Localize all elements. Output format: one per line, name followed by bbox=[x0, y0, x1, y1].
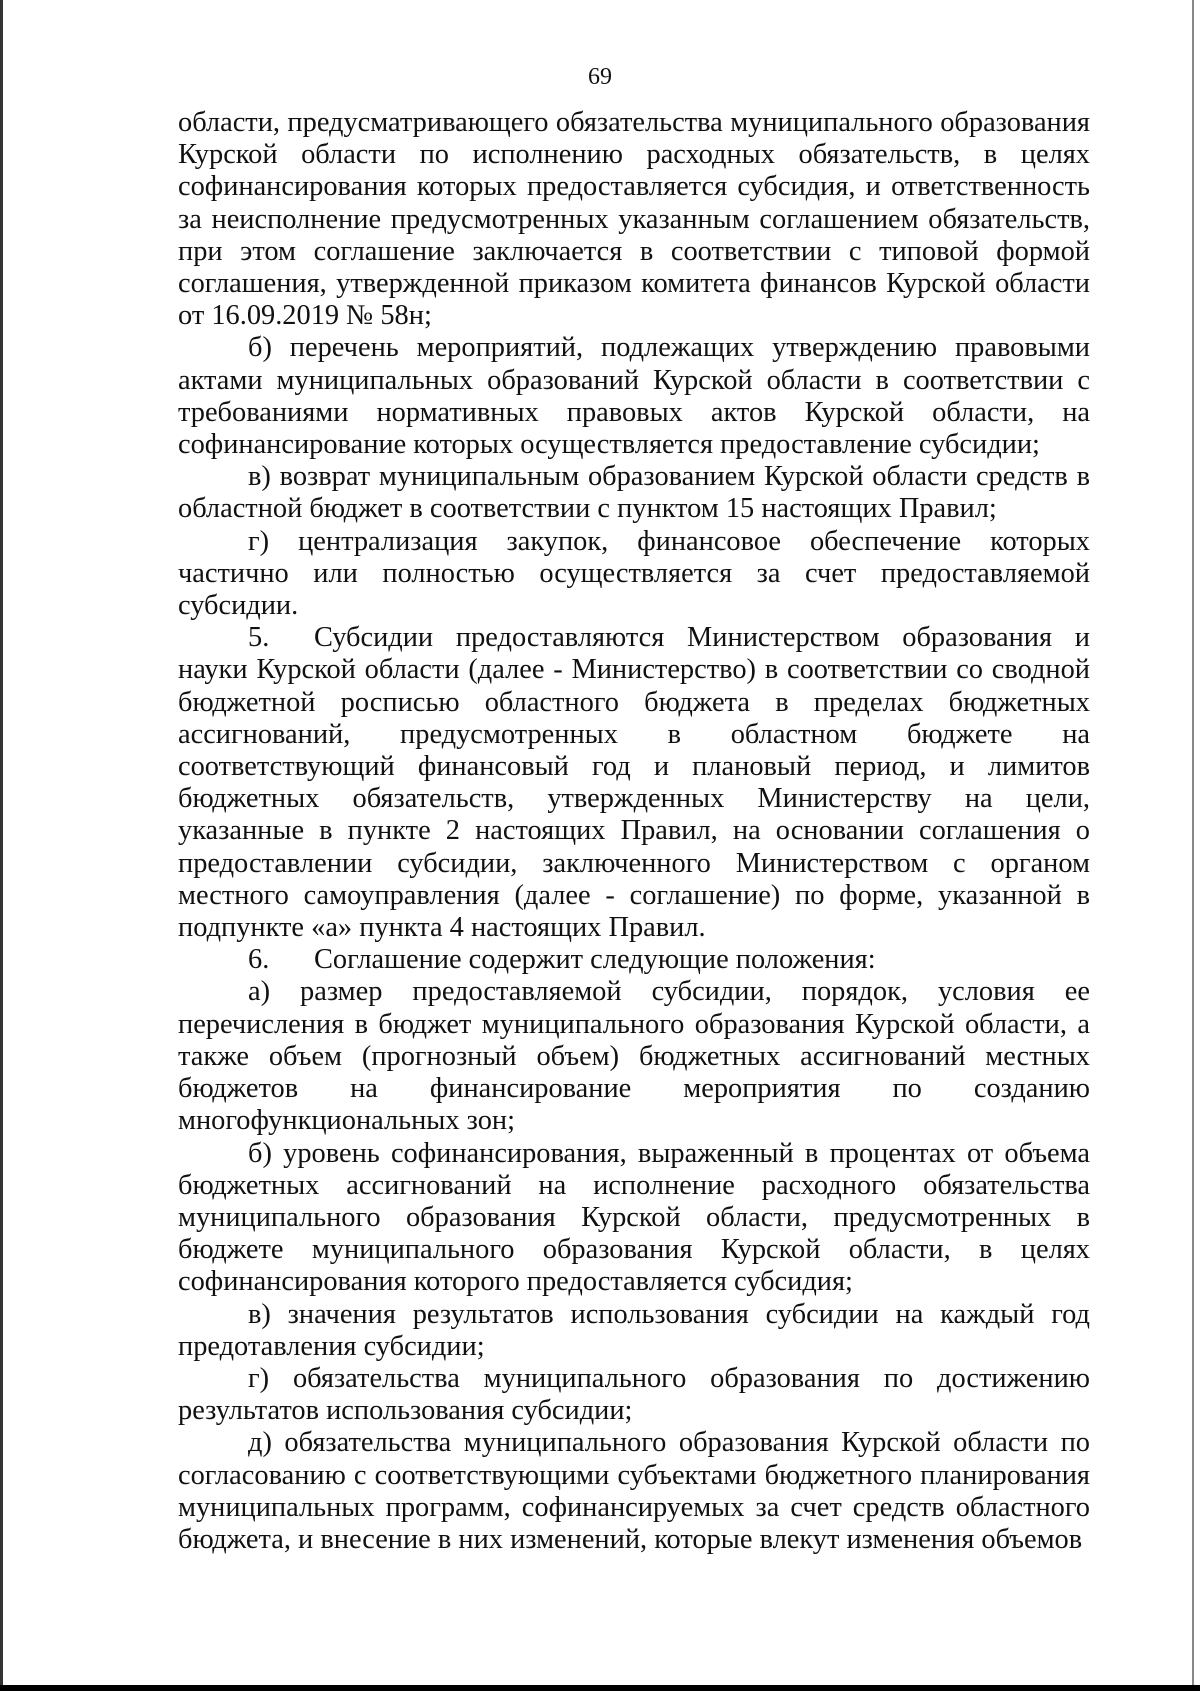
section-6-text: Соглашение содержит следующие положения: bbox=[314, 944, 876, 976]
document-body bbox=[178, 107, 1090, 1556]
paragraph-item-v2: в) значения результатов использования субсидии на каждый год предотавления субсидии; bbox=[178, 1298, 1090, 1362]
scan-edge-right bbox=[1192, 0, 1194, 1691]
paragraph-section-6 bbox=[178, 944, 1090, 976]
paragraph-item-v: в) возврат муниципальным образованием Курской области средств в областной бюджет в соответствии с пунктом 15 настоящих Правил; bbox=[178, 461, 1090, 525]
page-number: 69 bbox=[588, 64, 612, 90]
paragraph-section-5 bbox=[178, 622, 1090, 944]
paragraph-item-b2: б) уровень софинансирования, выраженный в процентах от объема бюджетных ассигнований на исполнение расходного обязательства муниципального образования Курской области, предусмотренных в бюджете муниципального образования Курской области, в целях софинансирования которого предоставляется субсидия; bbox=[178, 1137, 1090, 1298]
scan-edge-bottom bbox=[0, 1685, 1200, 1691]
paragraph-item-a: а) размер предоставляемой субсидии, порядок, условия ее перечисления в бюджет муниципального образования Курской области, а также объем (прогнозный объем) бюджетных ассигнований местных бюджетов на финансирование мероприятия по созданию многофункциональных зон; bbox=[178, 976, 1090, 1137]
scan-edge-left bbox=[0, 0, 3, 1691]
paragraph-item-g: г) централизация закупок, финансовое обеспечение которых частично или полностью осуществляется за счет предоставляемой субсидии. bbox=[178, 525, 1090, 622]
paragraph-item-b: б) перечень мероприятий, подлежащих утверждению правовыми актами муниципальных образований Курской области в соответствии с требованиями нормативных правовых актов Курской области, на софинансирование которых осуществляется предоставление субсидии; bbox=[178, 332, 1090, 461]
section-5-text: Субсидии предоставляются Министерством образования и науки Курской области (далее - Министерство) в соответствии со сводной бюджетной росписью областного бюджета в пределах бюджетных ассигнований, предусмотренных в областном бюджете на соответствующий финансовый год и плановый период, и лимитов бюджетных обязательств, утвержденных Министерству на цели, указанные в пункте 2 настоящих Правил, на основании соглашения о предоставлении субсидии, заключенного Министерством с органом местного самоуправления (далее - соглашение) по форме, указанной в подпункте «а» пункта 4 настоящих Правил. bbox=[178, 622, 1090, 944]
section-number-5: 5. bbox=[248, 622, 270, 654]
section-number-6: 6. bbox=[248, 944, 270, 976]
paragraph-item-g2: г) обязательства муниципального образования по достижению результатов использования субсидии; bbox=[178, 1362, 1090, 1427]
paragraph-continuation: области, предусматривающего обязательства муниципального образования Курской области по исполнению расходных обязательств, в целях софинансирования которых предоставляется субсидия, и ответственность за неисполнение предусмотренных указанным соглашением обязательств, при этом соглашение заключается в соответствии с типовой формой соглашения, утвержденной приказом комитета финансов Курской области от 16.09.2019 № 58н; bbox=[178, 107, 1090, 332]
paragraph-item-d: д) обязательства муниципального образования Курской области по согласованию с соответствующими субъектами бюджетного планирования муниципальных программ, софинансируемых за счет средств областного бюджета, и внесение в них изменений, которые влекут изменения объемов bbox=[178, 1427, 1090, 1555]
